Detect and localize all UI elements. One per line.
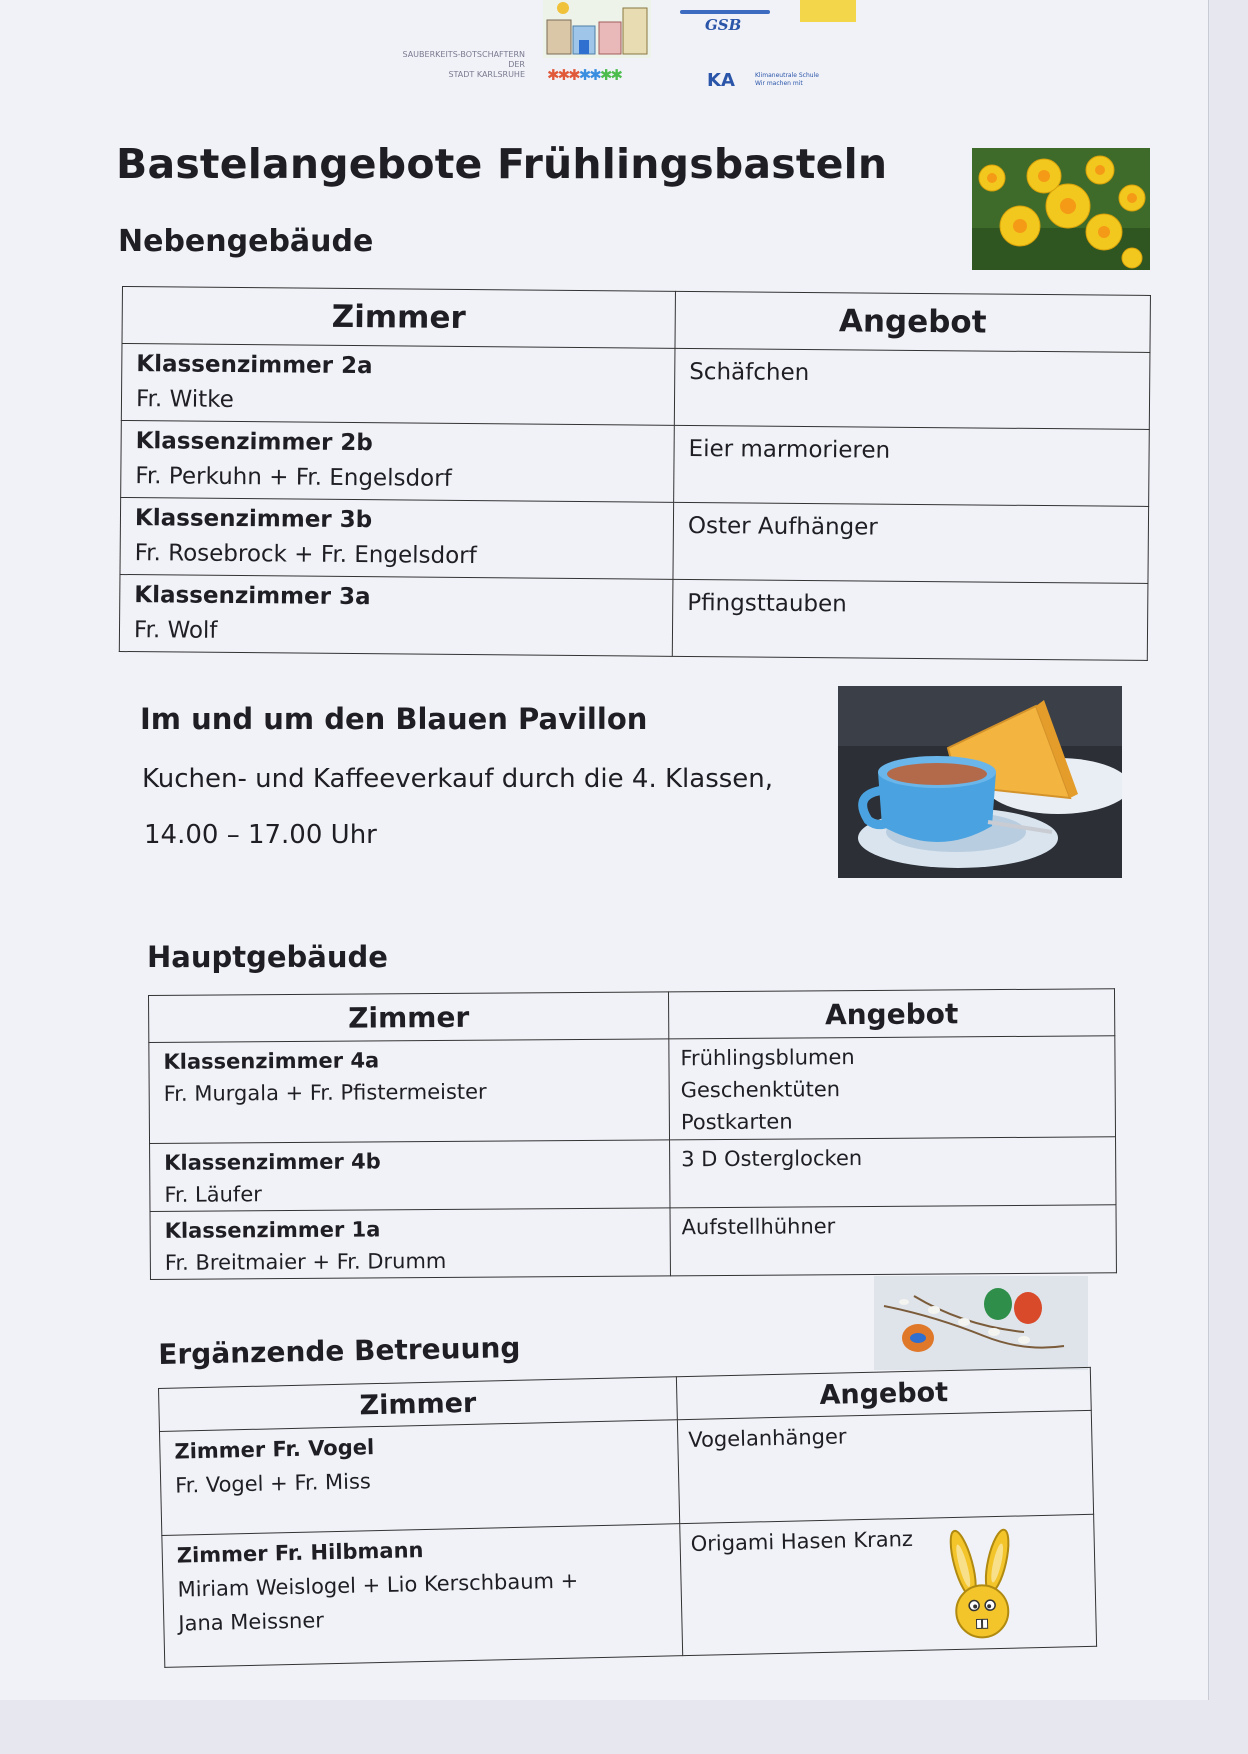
room-name: Klassenzimmer 4a: [163, 1048, 380, 1074]
room-name: Zimmer Fr. Vogel: [174, 1435, 375, 1464]
offer-text: Eier marmorieren: [688, 435, 891, 464]
offer-text: Schäfchen: [689, 358, 810, 386]
header-logos: [395, 0, 875, 100]
room-cell: [159, 1420, 679, 1536]
section-heading-betreuung: Ergänzende Betreuung: [158, 1331, 521, 1371]
offer-text: 3 D Osterglocken: [681, 1146, 863, 1172]
table-hauptgebaeude: [148, 988, 1117, 1280]
offer-text: Pfingsttauben: [687, 589, 847, 618]
room-name: Klassenzimmer 3a: [134, 582, 371, 611]
offer-text: Frühlingsblumen: [680, 1045, 855, 1071]
offer-cell: [680, 1514, 1097, 1655]
teacher-names: Miriam Weislogel + Lio Kerschbaum +: [177, 1568, 579, 1602]
room-name: Klassenzimmer 2b: [135, 428, 373, 457]
offer-text: Vogelanhänger: [688, 1424, 847, 1452]
room-name: Klassenzimmer 2a: [136, 351, 373, 380]
room-name: Klassenzimmer 3b: [134, 505, 373, 534]
column-header-zimmer: Zimmer: [122, 287, 675, 349]
column-header-zimmer: Zimmer: [159, 1377, 678, 1432]
column-header-zimmer: Zimmer: [149, 992, 669, 1043]
table-row: [149, 1036, 1116, 1144]
offer-cell: [670, 1137, 1116, 1208]
teacher-names: Fr. Murgala + Fr. Pfistermeister: [163, 1079, 487, 1106]
table-header-row: [149, 989, 1115, 1043]
section-heading-nebengebaeude: Nebengebäude: [118, 224, 374, 259]
offer-cell: [677, 1410, 1093, 1523]
table-row: [121, 420, 1150, 506]
teacher-names: Jana Meissner: [178, 1608, 325, 1636]
teacher-names: Fr. Wolf: [133, 617, 218, 644]
room-cell: [121, 420, 675, 502]
table-row: [120, 497, 1149, 583]
offer-text: Aufstellhühner: [681, 1214, 836, 1240]
gsb-logo: GSB: [705, 16, 742, 34]
teacher-names: Fr. Perkuhn + Fr. Engelsdorf: [135, 463, 452, 492]
logo-sauberkeit-text: SAUBERKEITS-BOTSCHAFTERN DER STADT KARLSRUHE: [402, 50, 525, 79]
table-row: [150, 1137, 1116, 1212]
teacher-names: Fr. Vogel + Fr. Miss: [174, 1469, 372, 1498]
offer-cell: [672, 579, 1148, 660]
teacher-names: Fr. Breitmaier + Fr. Drumm: [164, 1248, 447, 1275]
room-cell: [150, 1208, 670, 1280]
gsb-logo-bar: [680, 10, 770, 14]
offer-cell: [670, 1205, 1116, 1276]
yellow-logo: [800, 0, 856, 22]
table-row: [121, 344, 1150, 430]
offer-text: Postkarten: [680, 1109, 793, 1135]
room-cell: [162, 1524, 683, 1668]
offer-cell: [674, 348, 1150, 429]
table-betreuung: [158, 1367, 1097, 1668]
table-row: [119, 574, 1148, 660]
ka-logo: KA: [707, 70, 735, 91]
pavillon-time: 14.00 – 17.00 Uhr: [144, 820, 377, 850]
offer-text: Oster Aufhänger: [687, 512, 878, 541]
offer-text: Origami Hasen Kranz: [690, 1526, 914, 1556]
section-heading-pavillon: Im und um den Blauen Pavillon: [140, 702, 648, 736]
offer-text: Geschenktüten: [680, 1077, 841, 1103]
bunny-icon: [942, 1527, 1021, 1643]
offer-cell: [669, 1036, 1116, 1140]
teacher-names: Fr. Läufer: [164, 1182, 262, 1207]
ka-logo-text: Klimaneutrale Schule Wir machen mit: [755, 72, 819, 87]
room-cell: [149, 1039, 670, 1144]
column-header-angebot: Angebot: [668, 989, 1114, 1039]
column-header-angebot: Angebot: [675, 291, 1150, 352]
column-header-angebot: Angebot: [676, 1367, 1091, 1419]
table-header-row: [122, 287, 1150, 353]
coffee-cake-photo: [838, 686, 1122, 878]
table-row: [150, 1205, 1116, 1280]
daffodils-photo: [972, 148, 1150, 270]
easter-eggs-photo: [874, 1276, 1088, 1370]
room-name: Zimmer Fr. Hilbmann: [176, 1538, 424, 1568]
room-cell: [120, 497, 674, 579]
teacher-names: Fr. Witke: [135, 386, 234, 413]
room-cell: [150, 1140, 670, 1212]
room-cell: [121, 344, 675, 426]
table-nebengebaeude: [119, 286, 1151, 661]
offer-cell: [674, 425, 1150, 506]
section-heading-hauptgebaeude: Hauptgebäude: [147, 940, 388, 974]
table-row: [162, 1514, 1097, 1667]
school-drawing-logo: [543, 0, 651, 58]
pavillon-text: Kuchen- und Kaffeeverkauf durch die 4. Klassen,: [142, 764, 774, 794]
room-name: Klassenzimmer 4b: [164, 1149, 381, 1175]
offer-cell: [673, 502, 1149, 583]
room-cell: [119, 574, 673, 656]
room-name: Klassenzimmer 1a: [164, 1217, 381, 1243]
page-title: Bastelangebote Frühlingsbasteln: [116, 140, 888, 188]
teacher-names: Fr. Rosebrock + Fr. Engelsdorf: [134, 540, 477, 570]
children-figures-logo: ✱✱✱✱✱✱✱: [547, 66, 621, 84]
